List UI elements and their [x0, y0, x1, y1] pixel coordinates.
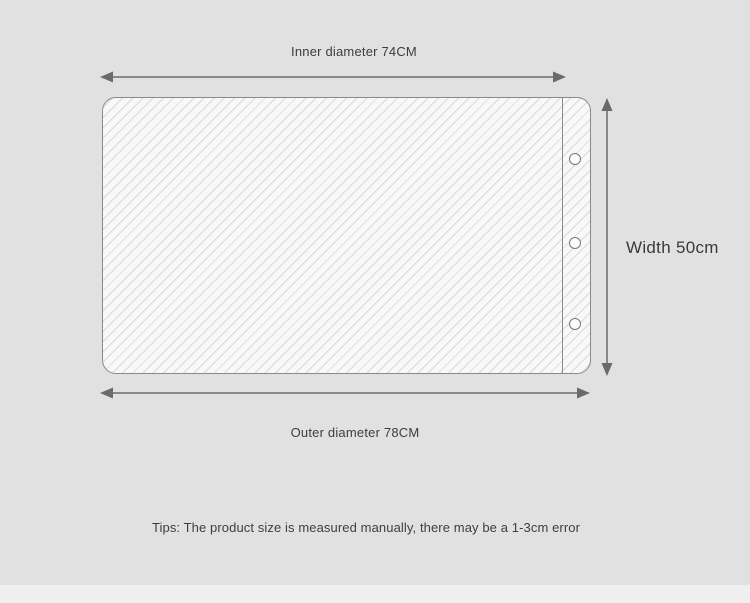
width-arrow [600, 98, 614, 376]
inner-diameter-arrow [100, 70, 566, 84]
width-label: Width 50cm [626, 238, 719, 257]
product-mat [102, 97, 591, 374]
grommet-hole [569, 318, 581, 330]
footer-strip [0, 585, 750, 603]
grommet-hole [569, 237, 581, 249]
outer-diameter-arrow [100, 386, 590, 400]
grommet-hole [569, 153, 581, 165]
edge-seam-line [562, 98, 563, 373]
tips-note: Tips: The product size is measured manually, there may be a 1-3cm error [151, 520, 581, 535]
inner-diameter-label: Inner diameter 74CM [291, 44, 417, 59]
outer-diameter-label: Outer diameter 78CM [290, 425, 420, 440]
